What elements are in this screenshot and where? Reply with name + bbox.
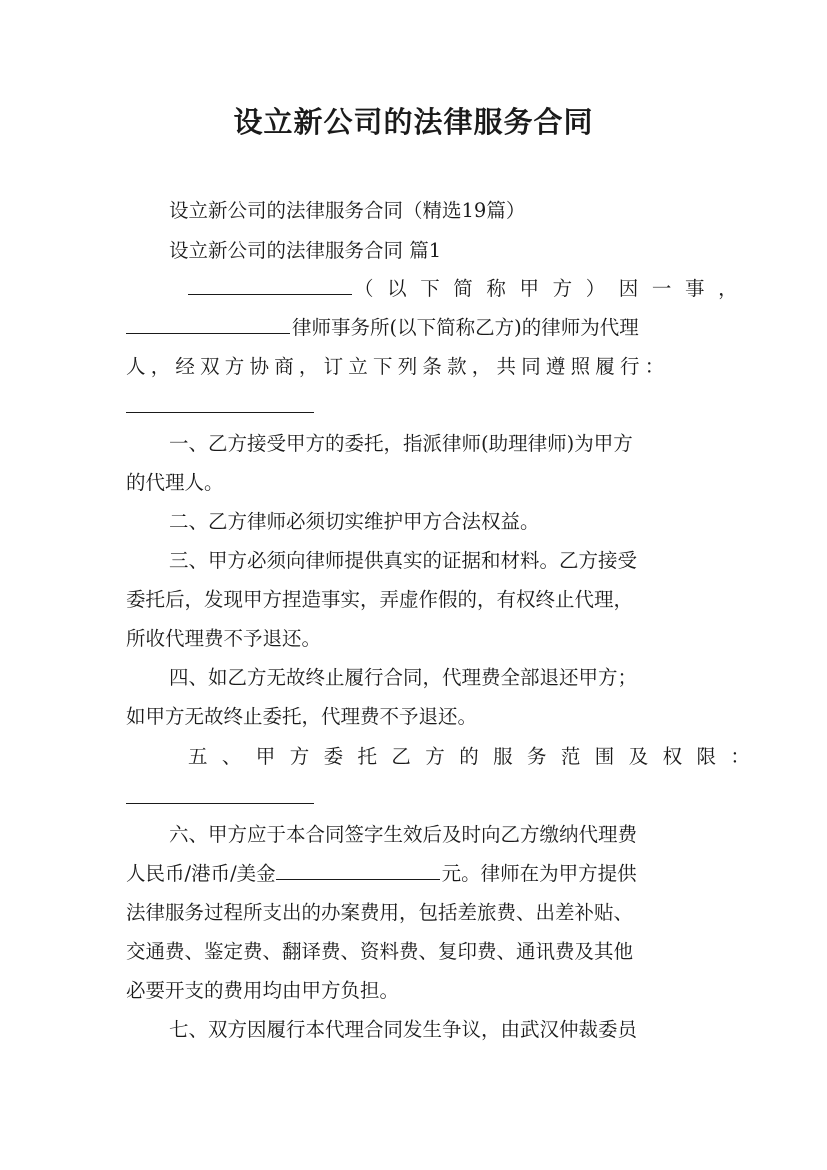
fill-in-blank <box>126 309 290 334</box>
document-title: 设立新公司的法律服务合同 <box>233 105 594 139</box>
paragraph-text: 人民币/港币/美金 <box>126 862 276 885</box>
fill-in-line <box>126 412 314 413</box>
clause-4-line: 如甲方无故终止委托，代理费不予退还。 <box>126 705 478 728</box>
clause-3-line: 三、甲方必须向律师提供真实的证据和材料。乙方接受 <box>169 549 638 572</box>
clause-6-line: 必要开支的费用均由甲方负担。 <box>126 979 400 1002</box>
paragraph-text: 人，经双方协商，订立下列条款，共同遵照履行： <box>126 355 670 378</box>
clause-5-line: 五、甲方委托乙方的服务范围及权限： <box>188 745 765 768</box>
clause-7-line: 七、双方因履行本代理合同发生争议，由武汉仲裁委员 <box>169 1018 638 1041</box>
clause-6-line: 六、甲方应于本合同签字生效后及时向乙方缴纳代理费 <box>169 823 638 846</box>
clause-6-line <box>126 855 702 893</box>
fill-in-line <box>126 803 314 804</box>
fill-in-blank <box>276 855 440 880</box>
clause-3-line: 所收代理费不予退还。 <box>126 627 322 650</box>
clause-4-line: 四、如乙方无故终止履行合同，代理费全部退还甲方； <box>169 666 638 689</box>
clause-1-line: 的代理人。 <box>126 471 224 494</box>
paragraph-line <box>188 270 752 308</box>
clause-1-line: 一、乙方接受甲方的委托，指派律师(助理律师)为甲方 <box>169 432 633 455</box>
paragraph-text: 律师事务所(以下简称乙方)的律师为代理 <box>292 316 639 339</box>
paragraph-line <box>126 309 702 347</box>
clause-6-line: 交通费、鉴定费、翻译费、资料费、复印费、通讯费及其他 <box>126 940 634 963</box>
fill-in-blank <box>188 270 352 295</box>
paragraph-text: （以下简称甲方）因一事， <box>354 277 752 300</box>
document-subtitle: 设立新公司的法律服务合同（精选19篇） <box>169 199 526 222</box>
section-heading: 设立新公司的法律服务合同 篇1 <box>169 239 442 262</box>
clause-2-line: 二、乙方律师必须切实维护甲方合法权益。 <box>169 510 540 533</box>
clause-6-line: 法律服务过程所支出的办案费用，包括差旅费、出差补贴、 <box>126 901 634 924</box>
clause-3-line: 委托后，发现甲方捏造事实，弄虚作假的，有权终止代理， <box>126 588 634 611</box>
paragraph-text: 元。律师在为甲方提供 <box>441 862 637 885</box>
